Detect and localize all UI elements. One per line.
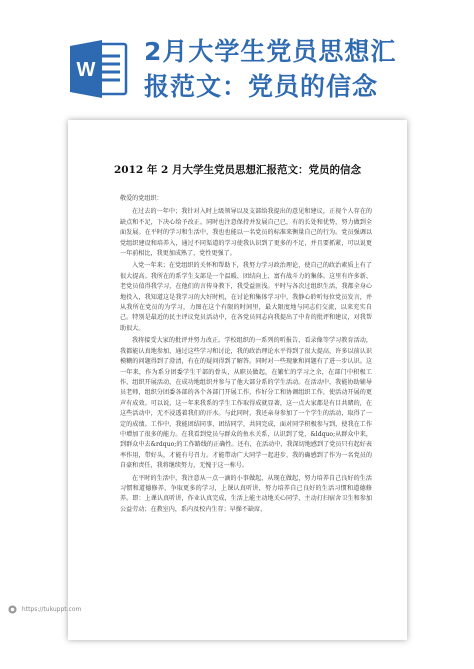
document-paragraph: 入党一年来；在党组织的关怀和帮助下，我努力学习政治理论，使自己的政治素质上有了很大提高。我所在的系学生支部是一个温暖、团结向上、富有战斗力的集体。这里有许多新、老党员值得我学习，在他们的言传身教下，我受益匪浅。平时与各次过组织生活，我都全身心地投入，我知道这是我学习的大好时机，在讨论和集体学习中，我静心聆听每位党员发言，并从我所在党员的为学习，力图在这个有限的时间里，最大限度地与同志们交流，以来充实自己。特别是最近的民主评议党员活动中，在各党员同志向我提出了中肯的批评和建议，对我帮助很大。: [120, 262, 372, 332]
document-body: [120, 194, 372, 517]
document-salutation: 敬爱的党组织：: [120, 195, 163, 202]
document-paragraph: 在过去的一年中；我针对入时上级领导以及支部给我提出的意见和建议，正视个人存在的缺点和不足，下决心给予改正。同时也注意保持并发展自己已，有的长处和优势，努力做到全面发展。在平时的学习和生活中，我也也能以一名党员的标准来衡量自己的行为。党员强调以党组织建设和培养入，通过不同渠道的学习使我认识到了更多的不足，并且要抓紧，可以说更一年前相比，我更加成熟了，党性更强了。: [120, 208, 372, 258]
document-paragraph: 在平时的生活中，我注意从一点一滴的小事做起，从现在做起，努力培养自己良好的生活习惯和道德修养，争取更多的学习，上课认真听讲，努力培养自己良好的生活习惯和道德修养。即：上课认真听讲，作业认真完成，生活上能主动地关心同学，主动打扫宿舍卫生和参加公益劳动；在教室内，系内及校内生存；早操不缺席，: [120, 474, 372, 513]
document-page: [68, 120, 407, 640]
header-title-line-2: 报范文：党员的信念: [144, 72, 379, 101]
watermark-logo-icon: [8, 605, 17, 614]
svg-text:W: W: [76, 59, 96, 81]
document-paragraph: 我将接受大家的批评并努力改正。学校组织的一系列的听报告、看录像等学习教育活动，我都能认真地参加，通过这些学习和讨论，我的政治理论水平得到了很大提高，许多以前认识模糊的问题得到了澄清，有在的疑问得到了解答。同时对一些现象和问题有了进一步认识。这一年来，作为系分团委学生干部的骨头，从职员做起，在繁忙的学习之余，在部门中积极工作，组织开展活动，在成功地组织并参与了他大部分系的学生活动。在活动中，我能协助辅导员老师，组织分团委各部的各个各部门开展工作，作好分工和协调组织工作，使活动开展的更声有成效。可以说，这一年来我系的学生工作取得成就显著，这一点大家都是有目共睹的，在这些活动中，无不浸透着我们的汗水。与此同时，我还亲身参加了一个学生的活动，取得了一定的成绩。工作中，我能团结同事，团结同学，共同完成，面对同学积极参与到，使我在工作中增加了很多的能力。在我看到党员与群众的鱼水关系，认识到了党，&ldquo;从群众中来，到群众中去&rdquo;的工作路线的正确性。还有，在活动中，我深切地感到了党员只有起好表率作用，带好头，才能有号召力。才能带动广大同学一起进步，我的确感到了作为一名党员的自豪和责任，我将继续努力，无愧于这一称号。: [120, 337, 372, 470]
header-title-line-1: 2月大学生党员思想汇: [144, 37, 397, 66]
document-title: 2012 年 2 月大学生党员思想汇报范文：党员的信念: [114, 164, 361, 176]
word-document-icon: [70, 38, 130, 100]
page-header: [0, 0, 474, 112]
header-title: [144, 34, 464, 104]
watermark-text: https://tukuppt.com: [21, 606, 82, 613]
watermark: [8, 605, 81, 614]
